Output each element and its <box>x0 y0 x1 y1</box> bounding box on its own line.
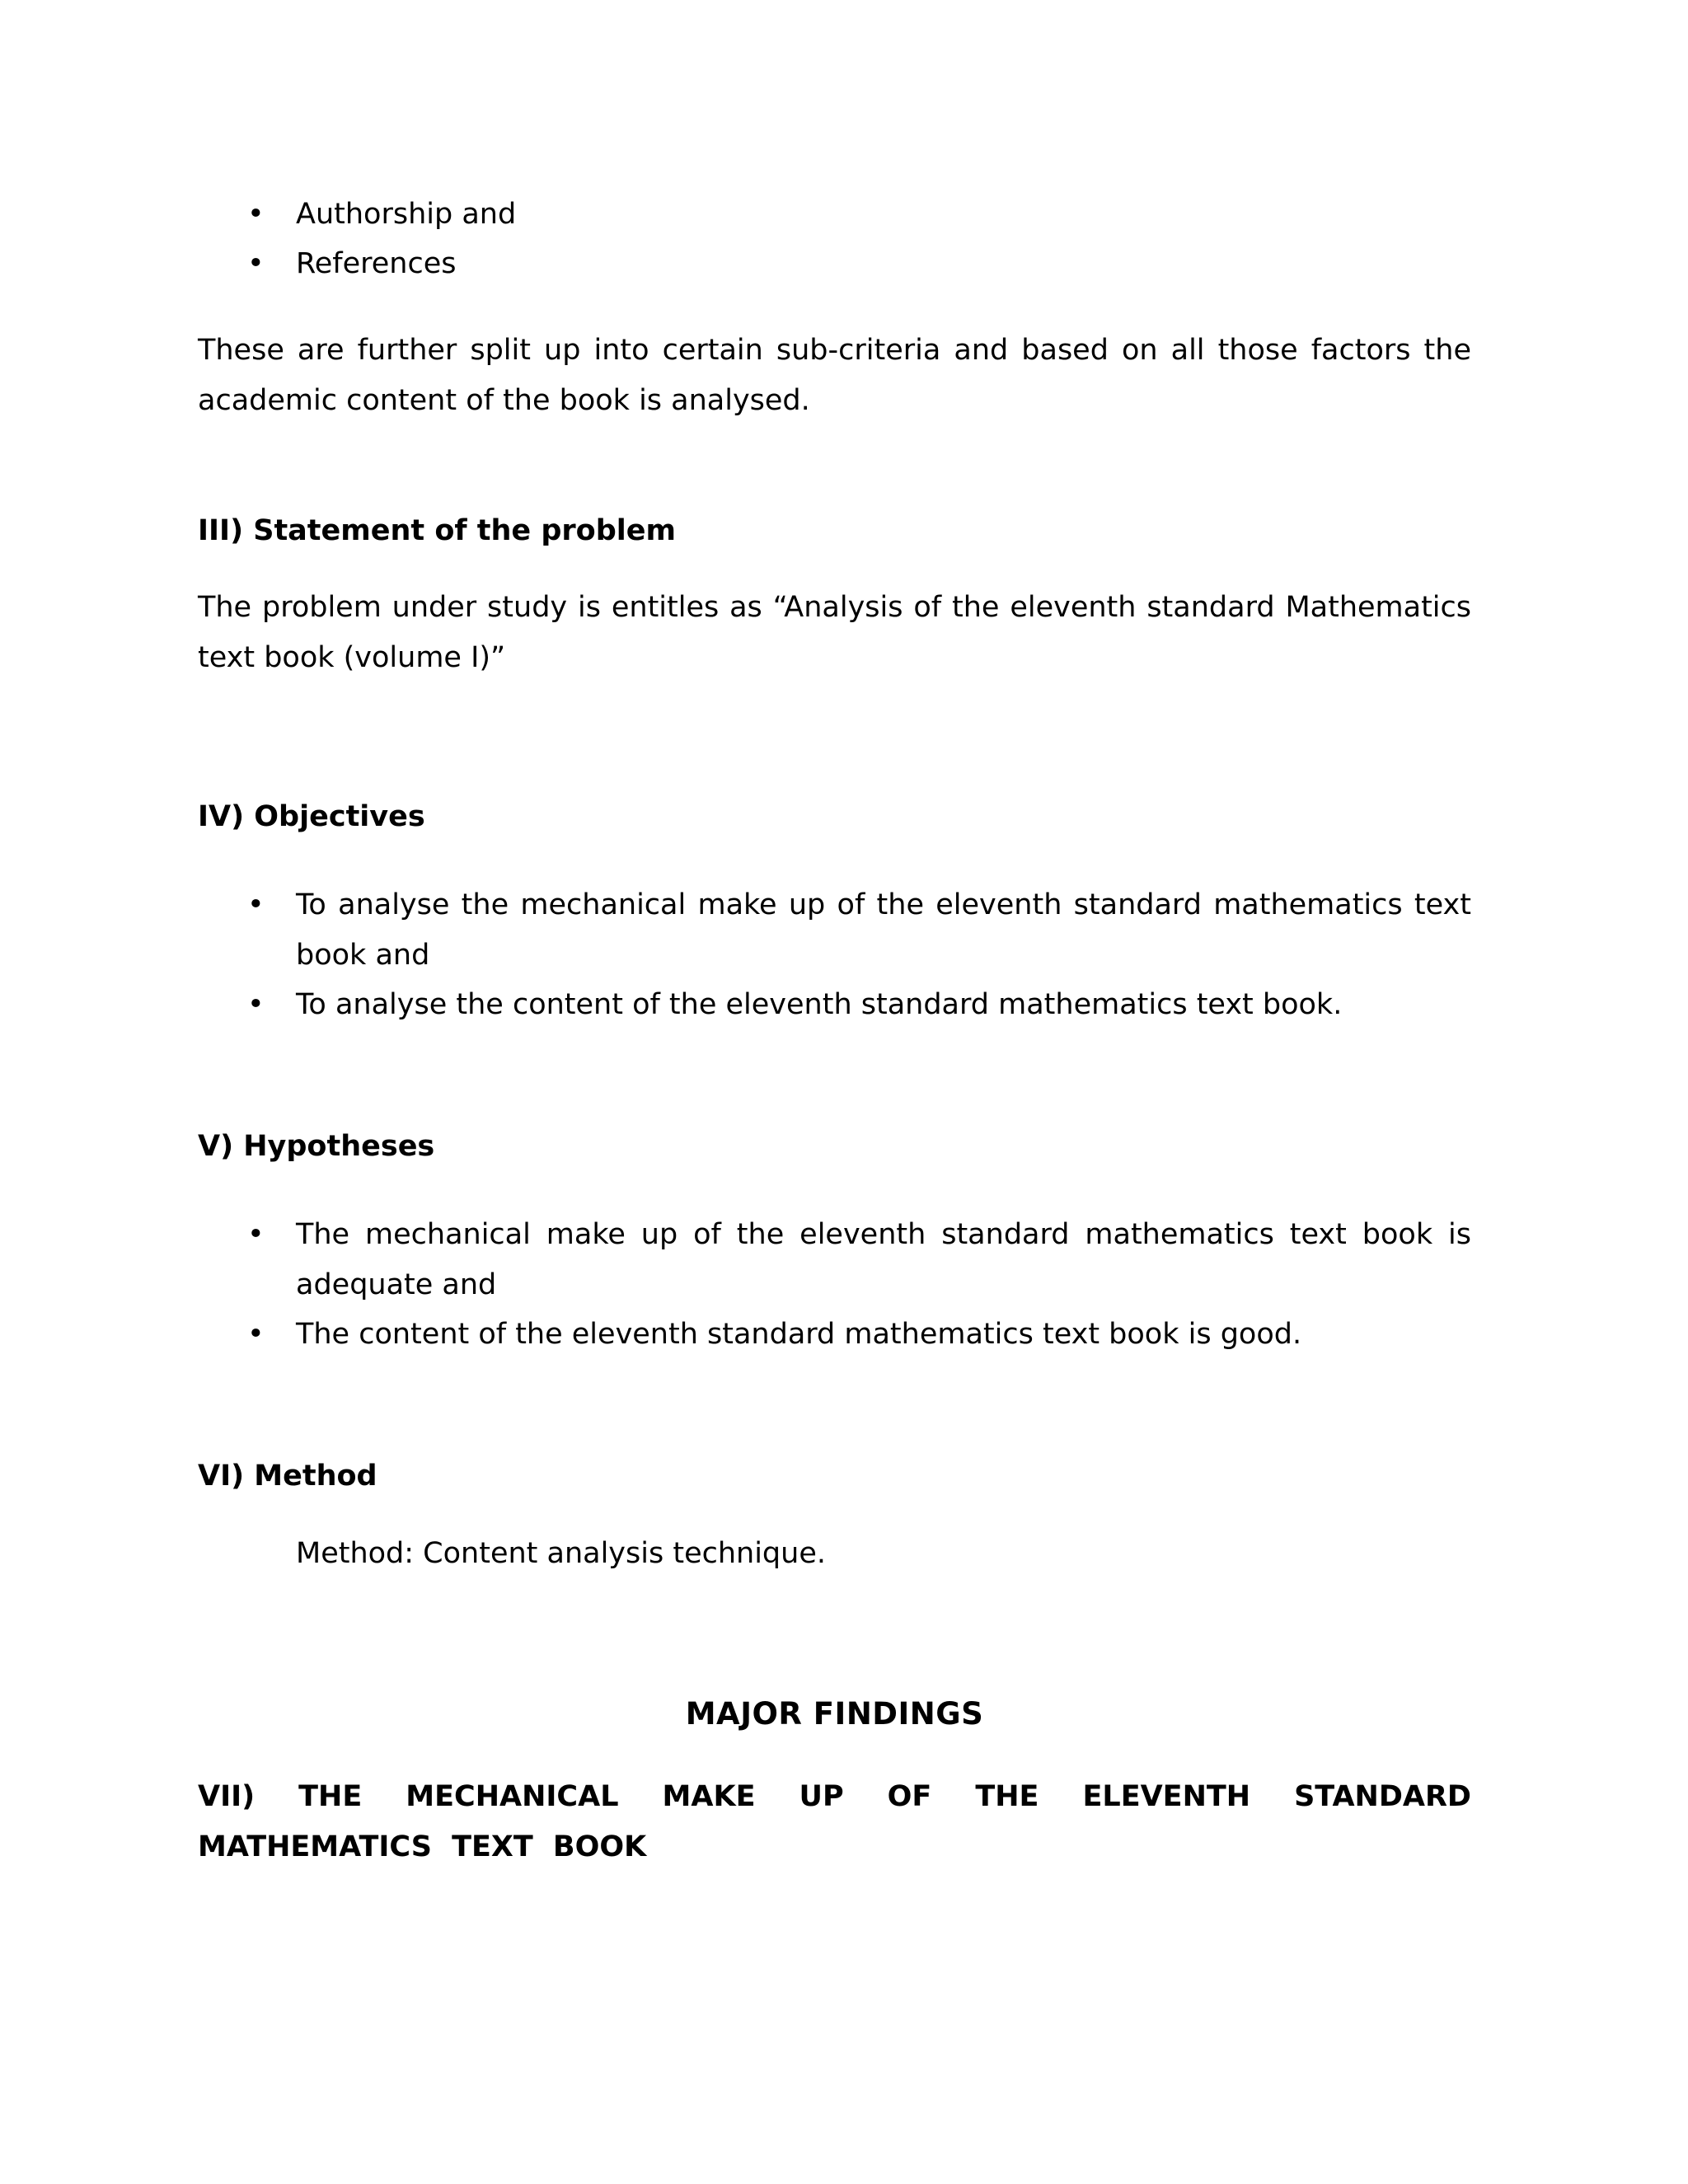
list-item-text: The mechanical make up of the eleventh standard mathematics text book is adequate and <box>296 1218 1471 1301</box>
method-text: Method: Content analysis technique. <box>296 1537 826 1570</box>
intro-paragraph: These are further split up into certain sub-criteria and based on all those factors the academic content of the book is analysed. <box>198 334 1471 417</box>
bullet-icon: • <box>247 247 265 280</box>
list-item <box>198 880 1471 981</box>
list-item-text: To analyse the mechanical make up of the eleventh standard mathematics text book and <box>296 888 1471 972</box>
list-item-text: Authorship and <box>296 198 517 231</box>
bullet-icon: • <box>247 888 265 921</box>
section-heading-method: VI) Method <box>198 1460 377 1493</box>
problem-statement-text: The problem under study is entitles as “Analysis of the eleventh standard Mathematics text book (volume I)” <box>198 591 1471 674</box>
list-item-text: References <box>296 247 457 280</box>
bullet-icon: • <box>247 988 265 1021</box>
bullet-icon: • <box>247 1318 265 1351</box>
bullet-icon: • <box>247 198 265 231</box>
section-heading-statement: III) Statement of the problem <box>198 514 676 547</box>
section-heading-hypotheses: V) Hypotheses <box>198 1130 435 1163</box>
list-item <box>198 1210 1471 1310</box>
section-heading-objectives: IV) Objectives <box>198 800 425 833</box>
major-findings-title: MAJOR FINDINGS <box>685 1696 984 1732</box>
list-item-text: To analyse the content of the eleventh standard mathematics text book. <box>296 988 1343 1021</box>
list-item-text: The content of the eleventh standard mathematics text book is good. <box>296 1318 1302 1351</box>
section-heading-mechanical-make-up: VII) THE MECHANICAL MAKE UP OF THE ELEVENTH STANDARD MATHEMATICS TEXT BOOK <box>198 1780 1471 1863</box>
bullet-icon: • <box>247 1218 265 1251</box>
